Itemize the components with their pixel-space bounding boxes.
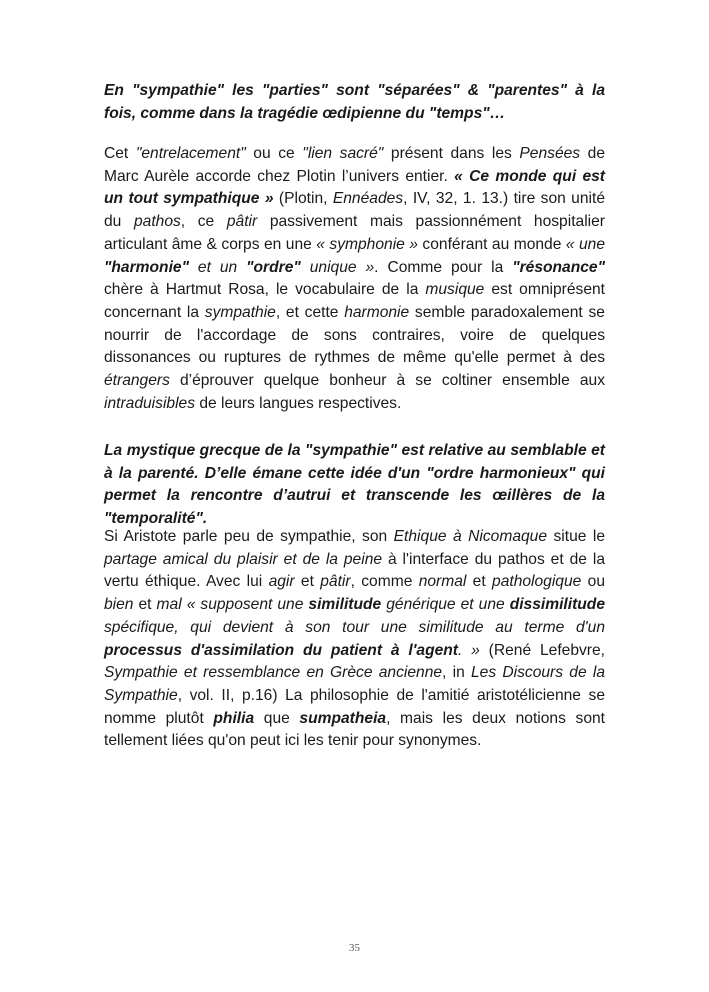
text-run: "ordre" xyxy=(246,258,301,276)
text-run: , mais les deux notions sont tellement liées qu'on peut ici les tenir pour synonymes. xyxy=(104,709,605,750)
text-run: intraduisibles xyxy=(104,394,196,412)
text-run: (Plotin, xyxy=(273,190,333,208)
text-run: de leurs langues respectives. xyxy=(195,394,402,412)
paragraph-lead-1 xyxy=(104,80,605,125)
text-run: sympathie xyxy=(204,303,276,321)
text-run: Si Aristote parle peu de sympathie, son xyxy=(104,528,394,545)
text-run: pâtir xyxy=(226,213,258,231)
text-run: processus d'assimilation du patient à l'agent xyxy=(104,641,458,659)
page-number: 35 xyxy=(349,942,360,954)
text-run: ou ce xyxy=(245,145,303,162)
paragraph-text xyxy=(104,143,605,415)
text-run: ou xyxy=(581,573,606,591)
paragraph-text xyxy=(104,526,605,753)
text-run: sumpatheia xyxy=(299,709,387,727)
text-run: et un xyxy=(188,258,247,276)
text-run: conférant au monde xyxy=(417,235,566,253)
text-run: « symphonie » xyxy=(316,235,418,253)
text-run: et xyxy=(294,573,321,591)
paragraph-text xyxy=(104,440,605,531)
text-run: passivement mais passionnément hospitalier articulant âme & corps en une xyxy=(104,213,605,253)
text-run: , comme xyxy=(350,573,419,591)
text-run: Sympathie et ressemblance en Grèce ancienne xyxy=(104,664,443,682)
text-run: . Comme pour la xyxy=(374,258,513,276)
text-run: "harmonie" xyxy=(104,258,189,276)
text-run: agir xyxy=(268,573,295,591)
text-run: « supposent une xyxy=(186,596,309,614)
text-run: pâtir xyxy=(320,573,351,591)
text-run: En "sympathie" les "parties" sont "séparées" & "parentes" à la fois, comme dans la tragédie œdipienne du "temps"… xyxy=(104,82,605,122)
text-run: « Ce monde qui est un tout sympathique » xyxy=(104,167,605,208)
text-run: normal xyxy=(418,573,467,591)
text-run: situe le xyxy=(547,528,606,545)
text-run: générique et une xyxy=(381,596,510,614)
text-run: semble paradoxalement se nourrir de l'accordage de sons contraires, voire de quelques dissonances ou ruptures de rythmes de même qu'elle permet à des xyxy=(104,303,605,367)
text-run: Cet xyxy=(104,145,136,162)
text-run: pathologique xyxy=(492,573,582,591)
text-run: , ce xyxy=(180,213,227,231)
text-run: "résonance" xyxy=(512,258,605,276)
text-run: La mystique grecque de la "sympathie" est relative au semblable et à la parenté. D’elle émane cette idée d'un "ordre harmonieux" qui permet la rencontre d’autrui et transcende les œillères de la "temporalité". xyxy=(104,442,605,528)
text-run: « une xyxy=(565,235,606,253)
paragraph-body-2 xyxy=(104,526,605,753)
text-run: mal xyxy=(156,596,182,614)
text-run: Ethique à Nicomaque xyxy=(393,528,548,545)
text-run: "lien sacré" xyxy=(302,145,384,162)
text-run: Les Discours de la Sympathie xyxy=(104,664,605,704)
text-run: similitude xyxy=(308,596,382,614)
paragraph-body-1 xyxy=(104,143,605,415)
text-run: , IV, 32, 1. 13.) tire son unité du xyxy=(104,190,605,231)
text-run: (René Lefebvre, xyxy=(479,641,605,659)
text-run: bien xyxy=(104,596,134,614)
text-run: est omniprésent concernant la xyxy=(104,281,605,321)
text-run: chère à Hartmut Rosa, le vocabulaire de la xyxy=(104,281,426,299)
text-run: philia xyxy=(213,709,255,727)
text-run: et xyxy=(133,596,157,614)
text-run: "entrelacement" xyxy=(135,145,246,162)
text-run: , et cette xyxy=(275,303,345,321)
text-run: harmonie xyxy=(344,303,410,321)
text-run: musique xyxy=(425,281,485,299)
text-run: de Marc Aurèle accorde chez Plotin l’univers entier. xyxy=(104,145,606,185)
text-run: , vol. II, p.16) La philosophie de l'amitié aristotélicienne se nomme plutôt xyxy=(104,686,605,727)
text-run: , in xyxy=(442,664,471,682)
text-run: . » xyxy=(458,641,480,659)
text-run: partage amical du plaisir et de la peine xyxy=(104,550,383,568)
text-run: d’éprouver quelque bonheur à se coltiner ensemble aux xyxy=(169,372,605,390)
text-run: étrangers xyxy=(104,372,170,390)
text-run: que xyxy=(254,709,300,727)
text-run: spécifique, qui devient à son tour une similitude au terme d'un xyxy=(104,618,605,636)
text-run: présent dans les xyxy=(383,145,520,162)
text-run: dissimilitude xyxy=(509,596,606,614)
text-run: Pensées xyxy=(519,145,581,162)
paragraph-lead-2 xyxy=(104,440,605,531)
text-run: unique » xyxy=(300,258,375,276)
paragraph-text xyxy=(104,80,605,125)
text-run: à l'interface du pathos et de la vertu éthique. Avec lui xyxy=(104,550,605,591)
text-run: Ennéades xyxy=(332,190,404,208)
text-run: pathos xyxy=(133,213,181,231)
text-run: et xyxy=(466,573,493,591)
